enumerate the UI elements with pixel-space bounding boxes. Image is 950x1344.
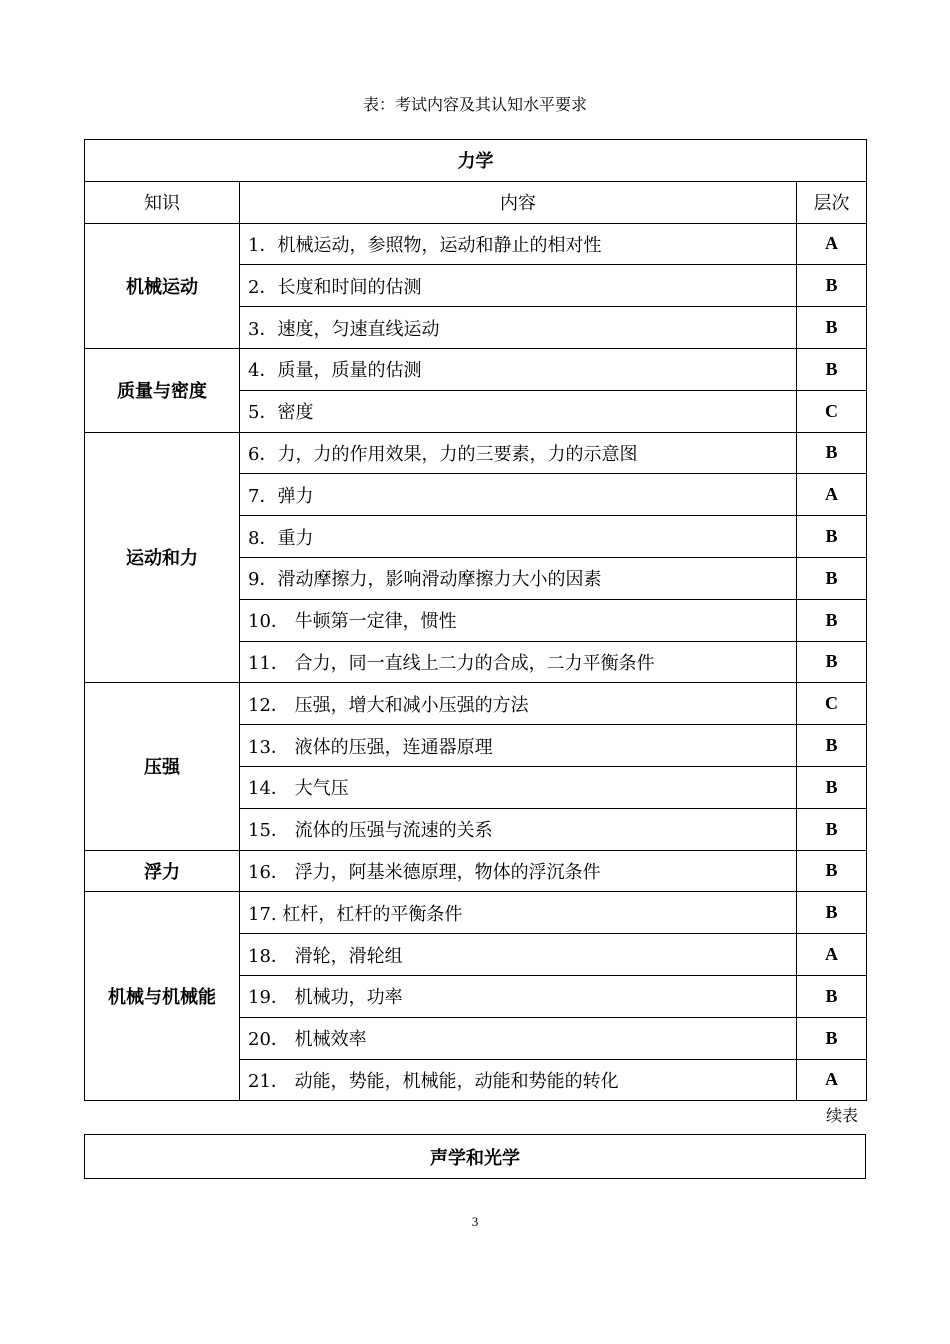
- content-cell: 17. 杠杆，杠杆的平衡条件: [240, 892, 797, 934]
- content-cell: 21． 动能，势能，机械能，动能和势能的转化: [240, 1059, 797, 1101]
- table-caption: 表：考试内容及其认知水平要求: [362, 95, 587, 114]
- content-cell: 5．密度: [240, 390, 797, 432]
- mechanics-table: [84, 139, 867, 1101]
- content-cell: 19． 机械功，功率: [240, 975, 797, 1017]
- page-number: 3: [471, 1214, 479, 1229]
- content-cell: 4．质量，质量的估测: [240, 348, 797, 390]
- header-level: 层次: [797, 181, 867, 223]
- content-cell: 2．长度和时间的估测: [240, 265, 797, 307]
- topic-cell: 机械运动: [85, 223, 240, 348]
- level-cell: B: [797, 850, 867, 892]
- section-title: 声学和光学: [85, 1135, 866, 1179]
- content-cell: 18． 滑轮，滑轮组: [240, 934, 797, 976]
- section-title: 力学: [85, 140, 867, 182]
- header-knowledge: 知识: [85, 181, 240, 223]
- content-cell: 7．弹力: [240, 474, 797, 516]
- level-cell: B: [797, 1017, 867, 1059]
- table-row: [85, 892, 867, 934]
- content-cell: 12． 压强，增大和减小压强的方法: [240, 683, 797, 725]
- content-cell: 8．重力: [240, 516, 797, 558]
- level-cell: A: [797, 934, 867, 976]
- level-cell: C: [797, 683, 867, 725]
- level-cell: B: [797, 975, 867, 1017]
- level-cell: B: [797, 348, 867, 390]
- topic-cell: 质量与密度: [85, 348, 240, 432]
- table-row: [85, 223, 867, 265]
- continued-label: 续表: [826, 1106, 859, 1125]
- level-cell: B: [797, 265, 867, 307]
- topic-cell: 运动和力: [85, 432, 240, 683]
- content-cell: 14． 大气压: [240, 766, 797, 808]
- table-row: [85, 432, 867, 474]
- table-row: [85, 683, 867, 725]
- level-cell: A: [797, 1059, 867, 1101]
- content-cell: 9．滑动摩擦力，影响滑动摩擦力大小的因素: [240, 557, 797, 599]
- content-cell: 13． 液体的压强，连通器原理: [240, 725, 797, 767]
- level-cell: B: [797, 892, 867, 934]
- content-cell: 15． 流体的压强与流速的关系: [240, 808, 797, 850]
- level-cell: A: [797, 474, 867, 516]
- content-cell: 6．力，力的作用效果，力的三要素，力的示意图: [240, 432, 797, 474]
- topic-cell: 压强: [85, 683, 240, 850]
- level-cell: B: [797, 641, 867, 683]
- level-cell: C: [797, 390, 867, 432]
- level-cell: B: [797, 516, 867, 558]
- content-cell: 20． 机械效率: [240, 1017, 797, 1059]
- level-cell: B: [797, 725, 867, 767]
- acoustics-optics-table: [84, 1134, 866, 1179]
- level-cell: A: [797, 223, 867, 265]
- level-cell: B: [797, 557, 867, 599]
- level-cell: B: [797, 766, 867, 808]
- level-cell: B: [797, 808, 867, 850]
- level-cell: B: [797, 599, 867, 641]
- content-cell: 10． 牛顿第一定律，惯性: [240, 599, 797, 641]
- content-cell: 3．速度，匀速直线运动: [240, 307, 797, 349]
- topic-cell: 浮力: [85, 850, 240, 892]
- level-cell: B: [797, 432, 867, 474]
- header-content: 内容: [240, 181, 797, 223]
- topic-cell: 机械与机械能: [85, 892, 240, 1101]
- content-cell: 16． 浮力，阿基米德原理，物体的浮沉条件: [240, 850, 797, 892]
- content-cell: 1．机械运动，参照物，运动和静止的相对性: [240, 223, 797, 265]
- table-row: [85, 348, 867, 390]
- content-cell: 11． 合力，同一直线上二力的合成，二力平衡条件: [240, 641, 797, 683]
- level-cell: B: [797, 307, 867, 349]
- table-row: [85, 850, 867, 892]
